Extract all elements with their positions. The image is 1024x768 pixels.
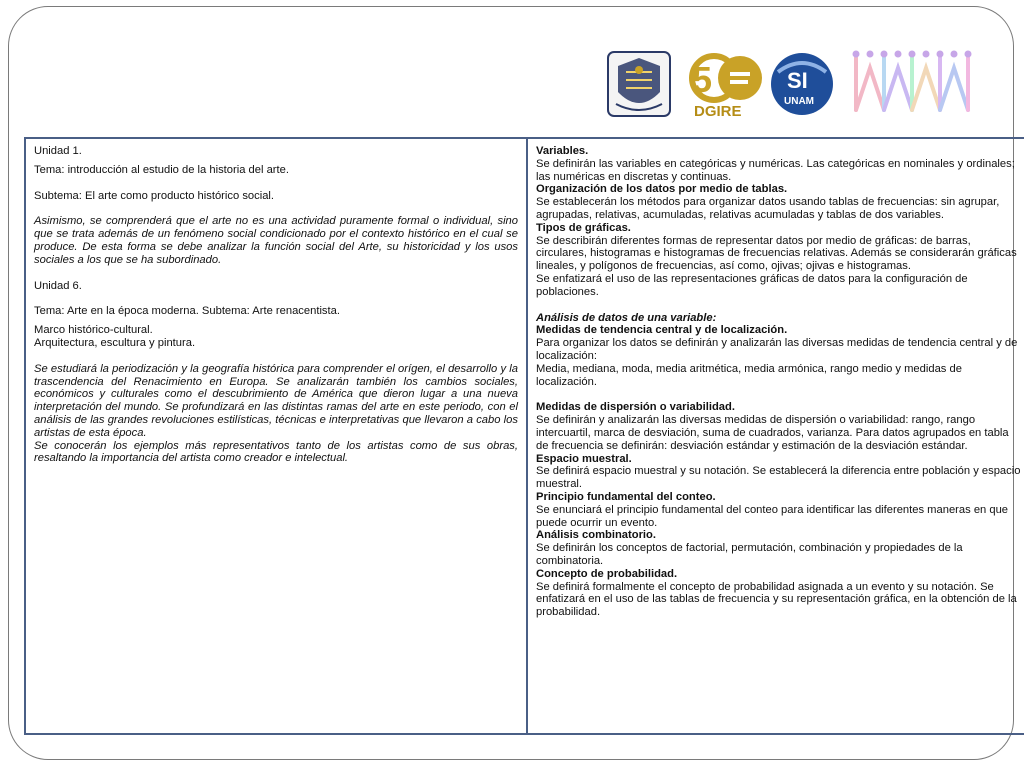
- principio-text: Se enunciará el principio fundamental del conteo para identificar las diferentes maneras en que puede ocurrir un evento.: [536, 503, 1009, 529]
- arquitectura-line: Arquitectura, escultura y pintura.: [34, 336, 196, 349]
- unidad-1-heading: Unidad 1.: [34, 145, 82, 157]
- si-unam-logo: [768, 48, 836, 120]
- right-column: [527, 138, 1024, 734]
- tipos-text-2: Se enfatizará el uso de las representaciones gráficas de datos para la configuración de poblaciones.: [536, 272, 968, 298]
- svg-text:SI: SI: [787, 68, 808, 93]
- logo-bar: [604, 48, 974, 123]
- espacio-text: Se definirá espacio muestral y su notación. Se establecerá la diferencia entre población y espacio muestral.: [536, 465, 1021, 491]
- dgire-50-logo: [682, 48, 766, 120]
- probabilidad-heading: Concepto de probabilidad.: [536, 567, 678, 580]
- dispersion-text: Se definirán y analizarán las diversas medidas de dispersión o variabilidad: rango, rango intercuartil, marca de desviación, suma de cuadrados, varianza. Para datos agrupados en tabla de frecuencia se definirán: desviación estándar y estimación de la desviación estándar.: [536, 414, 1009, 452]
- unidad-1-subtema: Subtema: El arte como producto histórico social.: [34, 189, 275, 202]
- svg-text:DGIRE: DGIRE: [694, 103, 742, 120]
- left-column: [25, 138, 527, 734]
- unidad-6-heading: Unidad 6.: [34, 279, 82, 292]
- variables-text: Se definirán las variables en categóricas y numéricas. Las categóricas en nominales y ordinales; las numéricas en discretas y continuas.: [536, 157, 1015, 183]
- tipos-heading: Tipos de gráficas.: [536, 221, 631, 234]
- organizacion-heading: Organización de los datos por medio de tablas.: [536, 183, 788, 196]
- content-table: [24, 137, 1024, 735]
- marco-historico: Marco histórico-cultural.: [34, 324, 153, 337]
- svg-text:5: 5: [692, 59, 713, 100]
- probabilidad-text: Se definirá formalmente el concepto de probabilidad asignada a un evento y su notación. Se enfatizará en el uso de las tablas de frecuencia y su representación gráfica, en la obtención de la probabilidad.: [536, 580, 1017, 619]
- colored-stripes-logo: [850, 48, 974, 116]
- espacio-heading: Espacio muestral.: [536, 452, 632, 465]
- unidad-6-paragraph-1: Se estudiará la periodización y la geografía histórica para comprender el orígen, el desarrollo y la trascendencia del Renacimiento en Europa. Se analizarán también los cambios sociales, económicos y culturales como el descubrimiento de América que dieron lugar a una nueva interpretación del mundo. Se profundizará en las distintas ramas del arte en este periodo, con el análisis de las grandes revoluciones estilísticas, técnicas e interpretativas que llevaron a cabo los artistas de esta época.: [34, 362, 518, 439]
- unam-seal-logo: [604, 48, 674, 120]
- unidad-1-paragraph: Asimismo, se comprenderá que el arte no es una actividad puramente formal o individual, sino que se trata además de un fenómeno social condicionado por el contexto histórico en el cual se produce. De esta forma se debe analizar la función social del Arte, su historicidad y los usos sociales a los que se ha subordinado.: [34, 215, 518, 266]
- tendencia-heading: Medidas de tendencia central y de localización.: [536, 324, 788, 337]
- unidad-6-tema: Tema: Arte en la época moderna. Subtema: Arte renacentista.: [34, 305, 340, 318]
- combinatorio-heading: Análisis combinatorio.: [536, 529, 656, 542]
- organizacion-text: Se establecerán los métodos para organizar datos usando tablas de frecuencias: sin agrupar, agrupadas, relativas, acumuladas, relativas acumuladas y tablas de dos variables.: [536, 196, 1000, 221]
- tendencia-text-2: Media, mediana, moda, media aritmética, media armónica, rango medio y medidas de localización.: [536, 362, 962, 388]
- unidad-6-paragraph-2: Se conocerán los ejemplos más representativos tanto de los artistas como de sus obras, resaltando la importancia del artista como creador e intelectual.: [34, 439, 518, 465]
- unidad-1-tema: Tema: introducción al estudio de la historia del arte.: [34, 163, 289, 176]
- tendencia-text: Para organizar los datos se definirán y analizarán las diversas medidas de tendencia central y de localización:: [536, 337, 1018, 362]
- svg-text:UNAM: UNAM: [784, 96, 814, 107]
- principio-heading: Principio fundamental del conteo.: [536, 490, 716, 503]
- variables-heading: Variables.: [536, 145, 589, 157]
- tipos-text: Se describirán diferentes formas de representar datos por medio de gráficas: de barras, circulares, histogramas e histogramas de frecuencias relativas. Además se considerarán gráficas lineales, y polígonos de frecuencias, así como, ojivas; ojivas e histogramas.: [536, 234, 1017, 273]
- analisis-heading: Análisis de datos de una variable:: [536, 311, 717, 324]
- dispersion-heading: Medidas de dispersión o variabilidad.: [536, 401, 735, 414]
- combinatorio-text: Se definirán los conceptos de factorial, permutación, combinación y propiedades de la combinatoria.: [536, 542, 963, 567]
